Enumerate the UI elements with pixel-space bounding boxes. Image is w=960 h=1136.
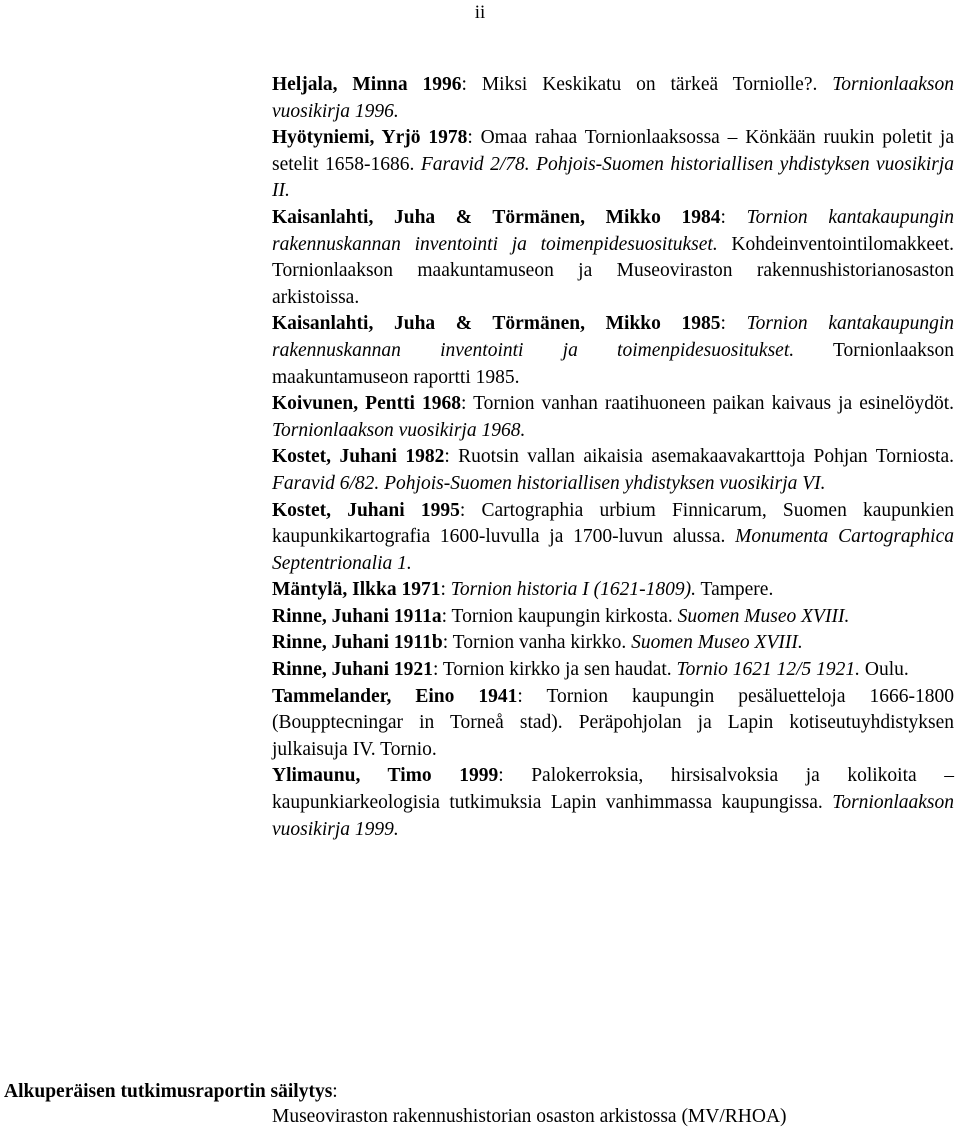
reference-italic-text: Faravid 2/78. Pohjois-Suomen historiallisen yhdistyksen vuosikirja II. [272, 153, 954, 202]
reference-author: Rinne, Juhani 1911b [272, 632, 443, 654]
reference-text: : Omaa rahaa Tornionlaaksossa – Könkään ruukin poletit ja setelit 1658-1686. [272, 127, 954, 175]
reference-author: Mäntylä, Ilkka 1971 [272, 579, 441, 601]
reference-text: : Tornion vanhan raatihuoneen paikan kaivaus ja esinelöydöt. [461, 393, 955, 415]
reference-author: Rinne, Juhani 1911a [272, 605, 442, 627]
reference-entry [272, 498, 954, 578]
reference-entry [272, 630, 954, 657]
reference-entry [272, 444, 954, 497]
reference-italic-text: Tornion kantakaupungin rakennuskannan inventointi ja toimenpidesuositukset. [272, 313, 954, 361]
reference-author: Rinne, Juhani 1921 [272, 659, 433, 681]
reference-entry [272, 577, 954, 604]
archive-label [4, 1079, 338, 1105]
reference-italic-text: Faravid 6/82. Pohjois-Suomen historiallisen yhdistyksen vuosikirja VI. [272, 472, 826, 494]
reference-entry [272, 311, 954, 391]
archive-label-colon: : [332, 1081, 338, 1102]
reference-text: Kohdeinventointilomakkeet. Tornionlaakson maakuntamuseon ja Museoviraston rakennushistorianosaston arkistoissa. [272, 233, 954, 308]
reference-text: : [720, 206, 747, 228]
reference-text: : Tornion vanha kirkko. [442, 632, 632, 654]
reference-italic-text: Monumenta Cartographica Septentrionalia 1. [272, 526, 954, 574]
reference-author: Kaisanlahti, Juha & Törmänen, Mikko 1985 [272, 313, 721, 335]
reference-text: : Cartographia urbium Finnicarum, Suomen kaupunkien kaupunkikartografia 1600-luvulla ja 1700-luvun alussa. [272, 499, 954, 548]
reference-author: Heljala, Minna 1996 [272, 74, 462, 95]
reference-italic-text: Tornionlaakson vuosikirja 1968. [272, 419, 526, 441]
archive-location: Museoviraston rakennushistorian osaston arkistossa (MV/RHOA) [272, 1106, 787, 1127]
reference-text: : [440, 579, 451, 601]
reference-text: : Tornion kaupungin kirkosta. [441, 605, 678, 627]
reference-author: Tammelander, Eino 1941 [272, 685, 518, 707]
reference-italic-text: Tornionlaakson vuosikirja 1996. [272, 74, 954, 122]
archive-label-text: Alkuperäisen tutkimusraportin säilytys [4, 1081, 333, 1102]
reference-entry [272, 604, 954, 631]
reference-author: Kostet, Juhani 1982 [272, 446, 445, 468]
reference-text: : Palokerroksia, hirsisalvoksia ja kolikoita – kaupunkiarkeologisia tutkimuksia Lapin vanhimmassa kaupungissa. [272, 765, 954, 814]
reference-author: Koivunen, Pentti 1968 [272, 393, 461, 415]
reference-entry [272, 684, 954, 764]
reference-text: : Tornion kaupungin pesäluetteloja 1666-1800 (Boupptecningar in Torneå stad). Peräpohjolan ja Lapin kotiseutuyhdistyksen julkaisuja IV. Tornio. [272, 685, 954, 760]
reference-author: Hyötyniemi, Yrjö 1978 [272, 127, 468, 149]
reference-entry [272, 763, 954, 843]
reference-italic-text: Suomen Museo XVIII. [631, 632, 803, 654]
reference-italic-text: Tornionlaakson vuosikirja 1999. [272, 792, 954, 840]
reference-text: Tampere. [696, 579, 774, 601]
reference-entry [272, 205, 954, 311]
reference-text: : Ruotsin vallan aikaisia asemakaavakarttoja Pohjan Torniosta. [444, 446, 954, 468]
reference-italic-text: Suomen Museo XVIII. [677, 605, 850, 627]
reference-text: : Miksi Keskikatu on tärkeä Torniolle?. [461, 74, 833, 95]
reference-italic-text: Tornio 1621 12/5 1921. [676, 659, 861, 681]
reference-italic-text: Tornion historia I (1621-1809). [450, 579, 696, 601]
reference-text: : [720, 313, 747, 335]
reference-author: Ylimaunu, Timo 1999 [272, 765, 499, 787]
reference-italic-text: Tornion kantakaupungin rakennuskannan inventointi ja toimenpidesuositukset. [272, 206, 954, 255]
reference-text: Oulu. [860, 659, 909, 681]
reference-author: Kostet, Juhani 1995 [272, 499, 460, 521]
reference-list [272, 72, 954, 843]
reference-text: : Tornion kirkko ja sen haudat. [432, 659, 677, 681]
reference-author: Kaisanlahti, Juha & Törmänen, Mikko 1984 [272, 206, 721, 228]
reference-entry [272, 657, 954, 684]
page-number: ii [474, 2, 486, 23]
reference-entry [272, 72, 954, 125]
reference-entry [272, 391, 954, 444]
reference-text: Tornionlaakson maakuntamuseon raportti 1985. [272, 339, 954, 388]
reference-entry [272, 125, 954, 205]
